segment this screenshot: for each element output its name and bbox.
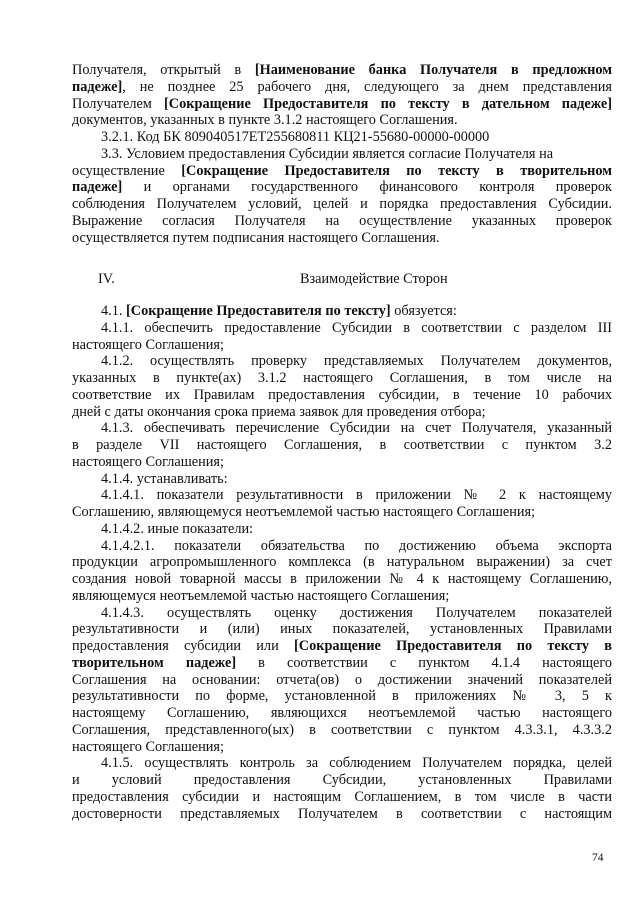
text-line	[72, 688, 612, 705]
text-run: настоящего Соглашения;	[72, 453, 224, 470]
text-line	[72, 320, 612, 337]
text-line	[72, 672, 612, 689]
text-run: результативности и (или) иных показателей, установленных Правилами	[72, 621, 612, 638]
text-run: Соглашения, представленного(ых) в соответствии с пунктом 4.3.3.1, 4.3.3.2	[72, 721, 612, 738]
text-line	[72, 303, 612, 320]
text-line	[72, 213, 612, 230]
text-run: 4.1.4.3. осуществлять оценку достижения Получателем показателей	[101, 604, 612, 621]
text-run: предоставления субсидии или	[72, 638, 294, 654]
text-line	[72, 163, 612, 180]
text-line	[72, 337, 612, 354]
text-line	[72, 504, 612, 521]
text-run: Соглашения на основании: отчета(ов) о достижении значений показателей	[72, 671, 612, 688]
text-line	[72, 755, 612, 772]
text-line	[72, 605, 612, 622]
text-line	[72, 129, 612, 146]
bold-placeholder: [Сокращение Предоставителя по тексту]	[126, 303, 391, 319]
text-line	[72, 454, 612, 471]
text-run: являющемуся неотъемлемой частью настоящего Соглашения;	[72, 587, 450, 604]
text-run: соответствие их Правилам предоставления субсидии, в течение 10 рабочих	[72, 386, 612, 403]
text-run: 4.1.2. осуществлять проверку представляемых Получателем документов,	[101, 353, 612, 370]
text-run: осуществление	[72, 162, 182, 179]
text-line	[72, 230, 612, 247]
text-run: 4.1.4.1. показатели результативности в приложении № 2 к настоящему	[101, 487, 612, 504]
text-line	[72, 79, 612, 96]
text-line	[72, 112, 612, 129]
bold-placeholder: [Сокращение Предоставителя по тексту в дательном падеже]	[164, 95, 612, 112]
text-run: настоящего Соглашения;	[72, 336, 224, 353]
text-run: 4.1.1. обеспечить предоставление Субсидии в соответствии с разделом III	[101, 319, 612, 336]
text-line	[72, 437, 612, 454]
text-run: указанных в пункте(ах) 3.1.2 настоящего Соглашения, в том числе на	[72, 370, 612, 386]
text-run: Выражение согласия Получателя на осуществление указанных проверок	[72, 212, 612, 229]
text-run: Получателем	[72, 95, 165, 112]
text-line	[72, 655, 612, 672]
text-line	[72, 370, 612, 387]
text-run: предоставления субсидии и настоящим Соглашением, в том числе в части	[72, 788, 612, 805]
text-line	[72, 772, 612, 789]
text-line	[72, 705, 612, 722]
text-line	[72, 588, 612, 605]
text-run: продукции агропромышленного комплекса (в натуральном выражении) за счет	[72, 554, 612, 571]
text-run: Соглашению, являющемуся неотъемлемой частью настоящего Соглашения;	[72, 504, 536, 520]
text-line	[72, 638, 612, 655]
page-number: 74	[592, 852, 604, 864]
text-line	[72, 196, 612, 213]
text-run: и органами государственного финансового контроля проверок	[122, 179, 612, 196]
text-line	[72, 621, 612, 638]
text-run: настоящему Соглашению, являющихся неотъемлемой частью настоящего	[72, 705, 612, 721]
text-run: достоверности представляемых Получателем в соответствии с настоящим	[72, 805, 612, 822]
text-line	[72, 554, 612, 571]
text-line	[72, 420, 612, 437]
text-line	[72, 806, 612, 823]
text-line	[72, 722, 612, 739]
text-run: соблюдения Получателем условий, целей и порядка предоставления Субсидии.	[72, 196, 612, 212]
bold-placeholder: [Сокращение Предоставителя по тексту в творительном	[181, 162, 612, 179]
text-run: документов, указанных в пункте 3.1.2 настоящего Соглашения.	[72, 112, 458, 129]
text-line	[72, 789, 612, 806]
text-line	[72, 487, 612, 504]
bold-placeholder: [Наименование банка Получателя в предложном	[254, 62, 612, 78]
section-title: Взаимодействие Сторон	[300, 271, 448, 287]
text-line	[72, 521, 612, 538]
text-line	[72, 538, 612, 555]
text-line	[72, 387, 612, 404]
text-line	[72, 96, 612, 113]
text-line	[72, 471, 612, 488]
section-heading	[72, 271, 612, 288]
text-line	[72, 353, 612, 370]
text-line	[72, 62, 612, 79]
text-line	[72, 146, 612, 163]
text-run: и условий предоставления Субсидии, установленных Правилами	[72, 772, 612, 788]
bold-placeholder: падеже]	[72, 78, 123, 95]
text-run: в разделе VII настоящего Соглашения, в соответствии с пунктом 3.2	[72, 437, 612, 453]
text-run: , не позднее 25 рабочего дня, следующего за днем представления	[122, 78, 612, 95]
text-line	[72, 404, 612, 421]
bold-placeholder: творительном падеже]	[72, 654, 237, 671]
text-run: осуществляется путем подписания настоящего Соглашения.	[72, 229, 440, 246]
text-run: 4.1.4.2.1. показатели обязательства по достижению объема экспорта	[101, 537, 612, 554]
text-line	[72, 179, 612, 196]
text-run: Получателя, открытый в	[72, 62, 255, 78]
text-run: 4.1.5. осуществлять контроль за соблюдением Получателем порядка, целей	[101, 755, 612, 772]
text-run: 4.1.4.2. иные показатели:	[101, 520, 254, 537]
text-run: дней с даты окончания срока приема заявок для проведения отбора;	[72, 403, 486, 420]
section-number: IV.	[98, 271, 115, 287]
text-line	[72, 571, 612, 588]
text-run: создания новой товарной массы в приложении № 4 к настоящему Соглашению,	[72, 571, 612, 587]
text-block-top	[72, 62, 612, 246]
text-run: в соответствии с пунктом 4.1.4 настоящего	[236, 654, 613, 671]
text-run: настоящего Соглашения;	[72, 738, 224, 755]
text-run: результативности по форме, установленной в приложениях № 3, 5 к	[72, 688, 612, 705]
text-run: 3.2.1. Код БК 809040517ET255680811 КЦ21-55680-00000-00000	[101, 129, 490, 145]
text-run: 4.1.	[101, 303, 127, 319]
text-block-main	[72, 303, 612, 822]
bold-placeholder: [Сокращение Предоставителя по тексту в	[294, 638, 612, 654]
text-line	[72, 739, 612, 756]
bold-placeholder: падеже]	[72, 179, 123, 196]
text-run: 4.1.3. обеспечивать перечисление Субсидии на счет Получателя, указанный	[101, 420, 612, 437]
text-run: обязуется:	[390, 303, 457, 319]
text-run: 3.3. Условием предоставления Субсидии является согласие Получателя на	[101, 145, 554, 162]
text-run: 4.1.4. устанавливать:	[101, 470, 228, 487]
